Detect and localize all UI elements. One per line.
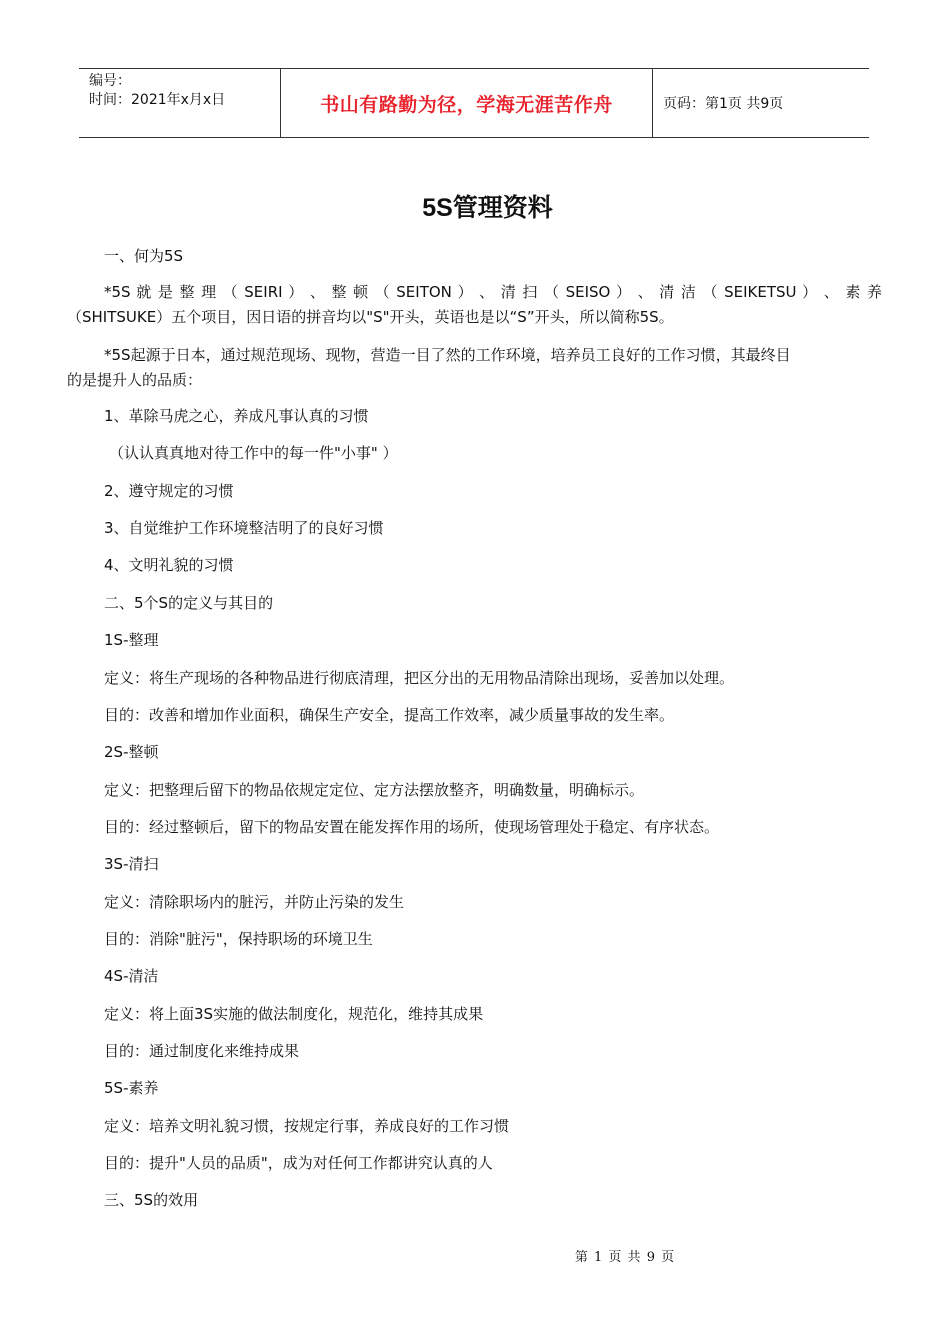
s2-definition: 定义：把整理后留下的物品依规定定位、定方法摆放整齐，明确数量，明确标示。 bbox=[104, 781, 645, 799]
s3-title: 3S-清扫 bbox=[104, 855, 159, 873]
paragraph-1-line-2: （SHITSUKE）五个项目，因日语的拼音均以"S"开头，英语也是以“S”开头，所以简称5S。 bbox=[67, 308, 674, 326]
s5-title: 5S-素养 bbox=[104, 1079, 159, 1097]
section-heading-3: 三、5S的效用 bbox=[104, 1191, 199, 1209]
s3-purpose: 目的：消除"脏污"，保持职场的环境卫生 bbox=[104, 930, 373, 948]
list-item-1: 1、革除马虎之心，养成凡事认真的习惯 bbox=[104, 407, 369, 425]
s2-title: 2S-整顿 bbox=[104, 743, 159, 761]
section-heading-2: 二、5个S的定义与其目的 bbox=[104, 594, 274, 612]
list-item-3: 3、自觉维护工作环境整洁明了的良好习惯 bbox=[104, 519, 384, 537]
s1-purpose: 目的：改善和增加作业面积，确保生产安全，提高工作效率，减少质量事故的发生率。 bbox=[104, 706, 675, 724]
s5-definition: 定义：培养文明礼貌习惯，按规定行事，养成良好的工作习惯 bbox=[104, 1117, 510, 1135]
s1-definition: 定义：将生产现场的各种物品进行彻底清理，把区分出的无用物品清除出现场，妥善加以处理。 bbox=[104, 669, 735, 687]
paragraph-2-line-1: *5S起源于日本，通过规范现场、现物，营造一目了然的工作环境，培养员工良好的工作习惯，其最终目 bbox=[104, 346, 791, 364]
list-item-4: 4、文明礼貌的习惯 bbox=[104, 556, 234, 574]
list-item-2: 2、遵守规定的习惯 bbox=[104, 482, 234, 500]
number-label: 编号： bbox=[89, 73, 131, 89]
time-label: 时间：2021年x月x日 bbox=[89, 92, 226, 108]
header-page-label: 页码：第1页 共9页 bbox=[663, 96, 784, 112]
page-header bbox=[79, 68, 869, 138]
s4-purpose: 目的：通过制度化来维持成果 bbox=[104, 1042, 300, 1060]
document-title: 5S管理资料 bbox=[422, 194, 553, 222]
s3-definition: 定义：清除职场内的脏污，并防止污染的发生 bbox=[104, 893, 405, 911]
s5-purpose: 目的：提升"人员的品质"，成为对任何工作都讲究认真的人 bbox=[104, 1154, 493, 1172]
s2-purpose: 目的：经过整顿后，留下的物品安置在能发挥作用的场所，使现场管理处于稳定、有序状态。 bbox=[104, 818, 720, 836]
s1-title: 1S-整理 bbox=[104, 631, 159, 649]
paragraph-1-line-1: *5S 就 是 整 理 （ SEIRI ） 、 整 顿 （ SEITON ） 、 清 扫 （ SEISO ） 、 清 洁 （ SEIKETSU ） 、 素 养 bbox=[104, 283, 882, 301]
s4-title: 4S-清洁 bbox=[104, 967, 159, 985]
header-motto: 书山有路勤为径，学海无涯苦作舟 bbox=[281, 69, 653, 137]
paragraph-2-line-2: 的是提升人的品质： bbox=[67, 371, 203, 389]
section-heading-1: 一、何为5S bbox=[104, 247, 184, 265]
list-item-1-note: （认认真真地对待工作中的每一件"小事" ） bbox=[109, 444, 398, 462]
header-meta bbox=[79, 69, 281, 137]
page-footer: 第 1 页 共 9 页 bbox=[574, 1250, 676, 1265]
s4-definition: 定义：将上面3S实施的做法制度化，规范化，维持其成果 bbox=[104, 1005, 484, 1023]
